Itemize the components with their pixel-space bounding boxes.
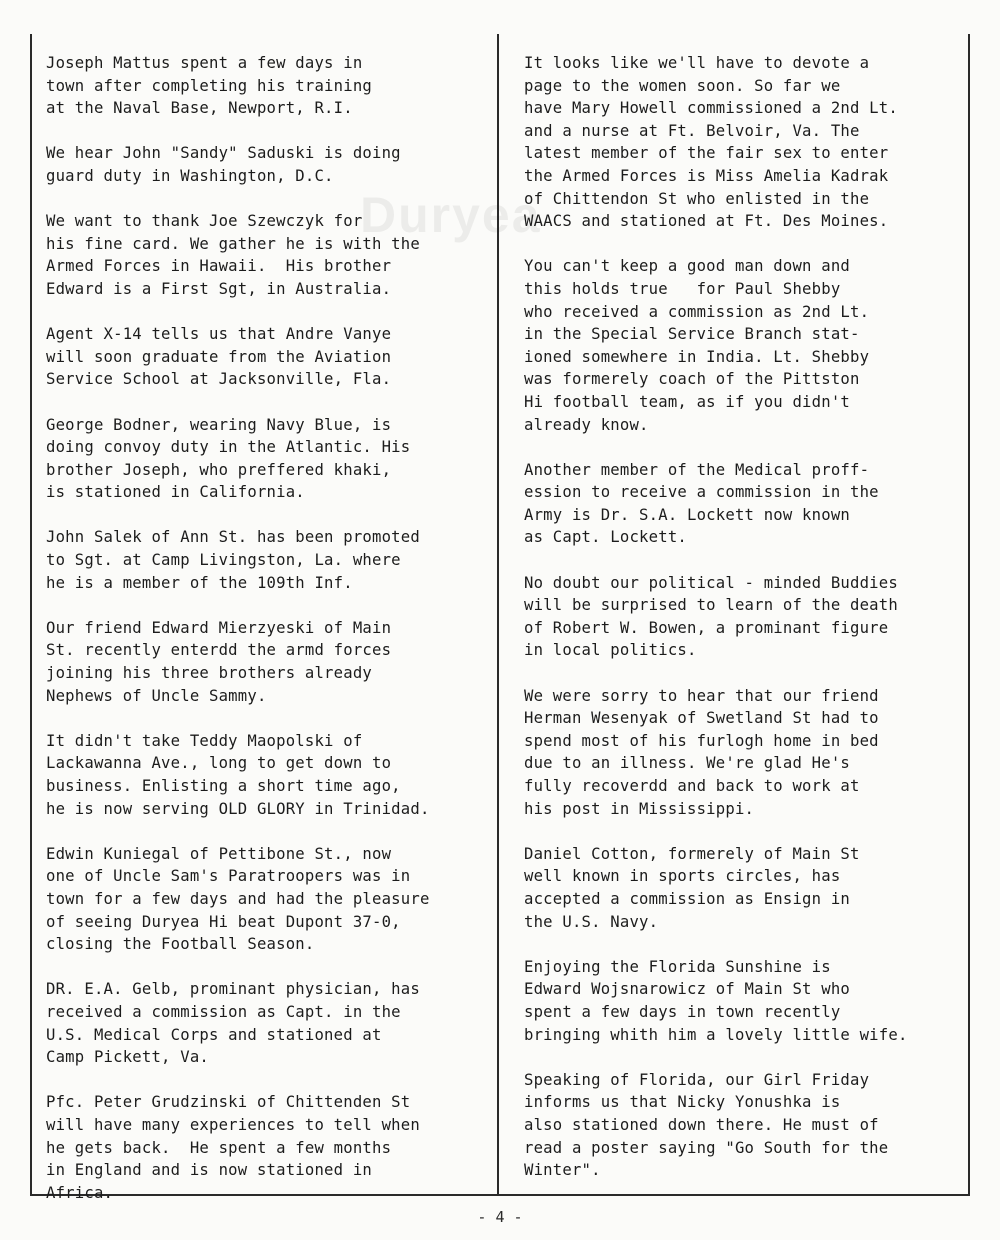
news-item-line: accepted a commission as Ensign in [524,889,850,908]
watermark-text: Duryea [360,187,542,243]
news-item [46,414,492,504]
news-item-line: of Chittendon St who enlisted in the [524,189,870,208]
news-item-line: already know. [524,415,649,434]
news-item [524,459,964,549]
news-item-line: Speaking of Florida, our Girl Friday [524,1070,870,1089]
news-item-line: brother Joseph, who preffered khaki, [46,460,392,479]
news-item-line: Service School at Jacksonville, Fla. [46,370,392,389]
news-item-line: ession to receive a commission in the [524,483,879,502]
news-item-line: Nephews of Uncle Sammy. [46,686,267,705]
news-item-line: business. Enlisting a short time ago, [46,777,401,795]
news-item [46,978,492,1068]
news-item-line: who received a commission as 2nd Lt. [524,302,870,321]
news-item-line: We want to thank Joe Szewczyk for [46,212,363,231]
news-item [46,730,492,820]
news-item-line: informs us that Nicky Yonushka is [524,1093,841,1112]
news-item-line: guard duty in Washington, D.C. [46,166,334,185]
news-item-line: as Capt. Lockett. [524,528,687,547]
news-item-line: Herman Wesenyak of Swetland St had to [524,709,879,728]
news-item [524,956,964,1046]
news-item-line: he gets back. He spent a few months [46,1138,392,1157]
news-item-line: Another member of the Medical proff- [524,460,870,479]
news-item-line: town after completing his training [46,76,372,95]
news-item [524,685,964,821]
news-item-line: received a commission as Capt. in the [46,1002,401,1021]
news-item [524,255,964,436]
news-item-line: he is now serving OLD GLORY in Trinidad. [46,799,430,818]
news-item-line: WAACS and stationed at Ft. Des Moines. [524,212,889,231]
news-item-line: Our friend Edward Mierzyeski of Main [46,618,392,637]
news-item-line: read a poster saying "Go South for the [524,1138,889,1157]
news-item-line: Edward is a First Sgt, in Australia. [46,279,392,298]
news-item-line: his post in Mississippi. [524,799,755,818]
news-item-line: also stationed down there. He must of [524,1115,879,1134]
news-item-line: well known in sports circles, has [524,867,841,886]
news-item-line: Daniel Cotton, formerely of Main St [524,844,860,863]
news-item-line: will soon graduate from the Aviation [46,347,392,366]
news-item-line: Hi football team, as if you didn't [524,392,850,411]
news-item-line: Winter". [524,1161,601,1180]
news-item-line: U.S. Medical Corps and stationed at [46,1025,382,1044]
news-item-line: fully recoverdd and back to work at [524,777,860,795]
news-item-line: doing convoy duty in the Atlantic. His [46,438,411,457]
news-item-line: this holds true for Paul Shebby [524,279,841,298]
news-item-line: Joseph Mattus spent a few days in [46,54,363,72]
news-item-line: of Robert W. Bowen, a prominant figure [524,618,889,637]
news-item-line: at the Naval Base, Newport, R.I. [46,99,353,118]
news-item-line: he is a member of the 109th Inf. [46,573,353,592]
news-item-line: St. recently enterdd the armd forces [46,641,392,660]
news-item [46,617,492,707]
news-item-line: his fine card. We gather he is with the [46,234,420,253]
news-item-line: in local politics. [524,641,697,660]
news-item [46,323,492,391]
news-item [46,52,492,120]
news-item-line: in England and is now stationed in [46,1161,372,1180]
news-item-line: to Sgt. at Camp Livingston, La. where [46,551,401,570]
news-item-line: and a nurse at Ft. Belvoir, Va. The [524,121,860,140]
news-item-line: will be surprised to learn of the death [524,596,898,615]
news-item-line: You can't keep a good man down and [524,257,850,276]
news-item-line: spend most of his furlogh home in bed [524,731,879,750]
news-item-line: George Bodner, wearing Navy Blue, is [46,415,392,434]
news-item [524,843,964,933]
news-item-line: John Salek of Ann St. has been promoted [46,528,420,547]
news-item-line: spent a few days in town recently [524,1002,841,1021]
news-item-line: It didn't take Teddy Maopolski of [46,731,363,750]
news-item-line: Camp Pickett, Va. [46,1048,209,1067]
news-item-line: in the Special Service Branch stat- [524,325,860,344]
news-item-line: the U.S. Navy. [524,912,659,931]
news-item-line: We hear John "Sandy" Saduski is doing [46,144,401,163]
news-item-line: joining his three brothers already [46,664,372,683]
news-item [524,572,964,662]
news-item [524,52,964,233]
page-number: - 4 - [477,1208,523,1226]
right-column [524,52,964,1204]
news-item-line: Edwin Kuniegal of Pettibone St., now [46,844,392,863]
news-item [46,526,492,594]
news-item-line: page to the women soon. So far we [524,76,841,95]
news-item-line: the Armed Forces is Miss Amelia Kadrak [524,166,889,185]
news-item-line: It looks like we'll have to devote a [524,54,870,72]
news-item-line: of seeing Duryea Hi beat Dupont 37-0, [46,912,401,931]
left-column [46,52,492,1227]
news-item-line: closing the Football Season. [46,935,315,954]
news-item-line: Agent X-14 tells us that Andre Vanye [46,325,392,344]
news-item-line: Pfc. Peter Grudzinski of Chittenden St [46,1093,411,1112]
news-item-line: We were sorry to hear that our friend [524,686,879,705]
news-item-line: DR. E.A. Gelb, prominant physician, has [46,980,420,999]
news-item-line: latest member of the fair sex to enter [524,144,889,163]
news-item-line: Army is Dr. S.A. Lockett now known [524,505,850,524]
news-item-line: due to an illness. We're glad He's [524,754,850,773]
news-item [46,142,492,187]
news-item-line: Africa. [46,1183,114,1202]
news-item-line: bringing whith him a lovely little wife. [524,1025,908,1044]
column-divider [497,34,499,1196]
news-item-line: town for a few days and had the pleasure [46,889,430,908]
news-item [524,1069,964,1182]
news-item-line: ioned somewhere in India. Lt. Shebby [524,347,870,366]
news-item [46,1091,492,1204]
news-item-line: one of Uncle Sam's Paratroopers was in [46,867,411,886]
news-item-line: Lackawanna Ave., long to get down to [46,754,392,773]
news-item [46,843,492,956]
news-item-line: was formerely coach of the Pittston [524,370,860,389]
news-item-line: Edward Wojsnarowicz of Main St who [524,980,850,999]
news-item-line: will have many experiences to tell when [46,1115,420,1134]
news-item-line: Enjoying the Florida Sunshine is [524,957,831,976]
news-item-line: have Mary Howell commissioned a 2nd Lt. [524,99,898,118]
news-item-line: is stationed in California. [46,483,305,502]
news-item-line: No doubt our political - minded Buddies [524,573,898,592]
news-item-line: Armed Forces in Hawaii. His brother [46,257,392,276]
news-item [46,210,492,300]
